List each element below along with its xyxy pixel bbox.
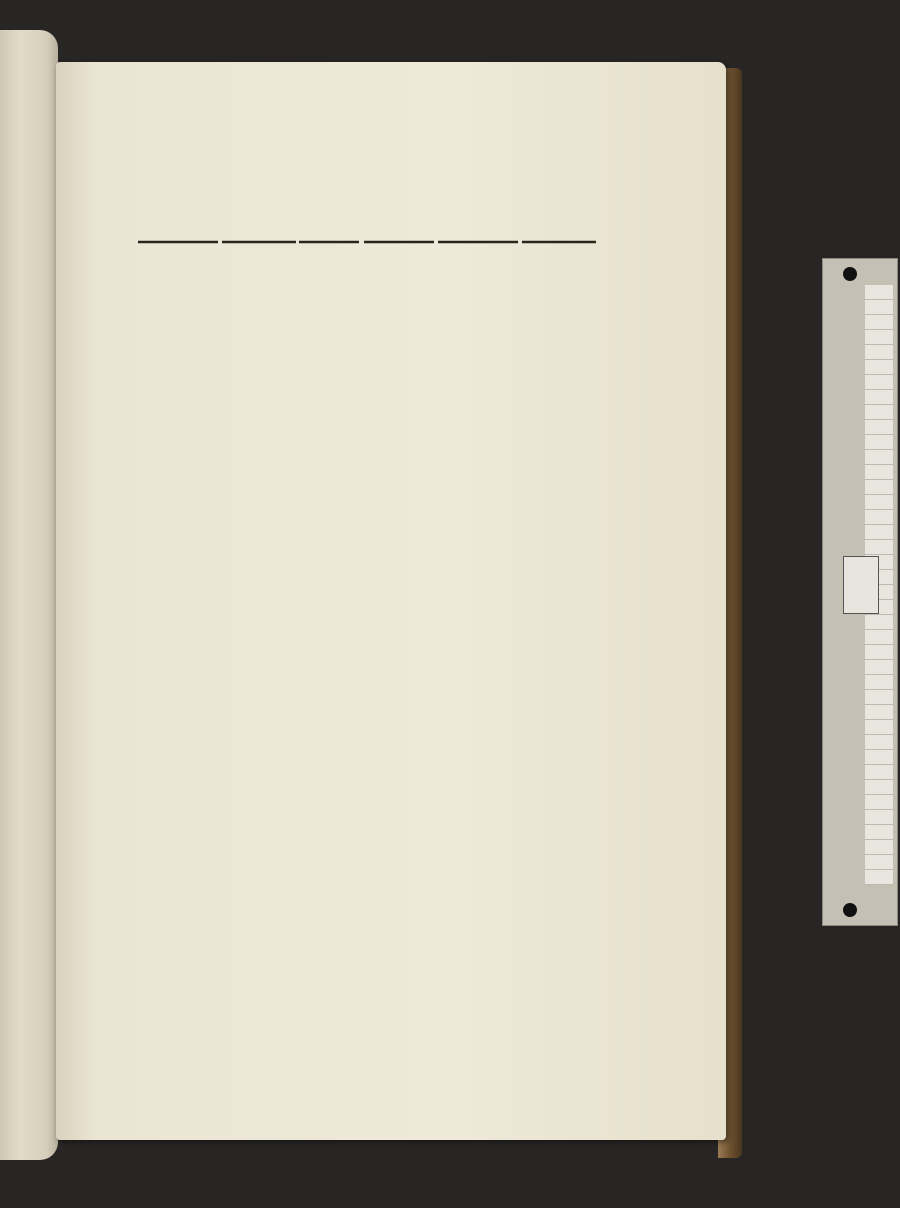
facing-page [0, 30, 58, 1160]
registration-dot [843, 267, 857, 281]
section-rule [138, 239, 596, 245]
registration-dot [843, 903, 857, 917]
page-footer [140, 971, 596, 993]
running-header [256, 143, 596, 169]
target-photo-icon [843, 556, 879, 614]
color-calibration-target [822, 258, 898, 926]
